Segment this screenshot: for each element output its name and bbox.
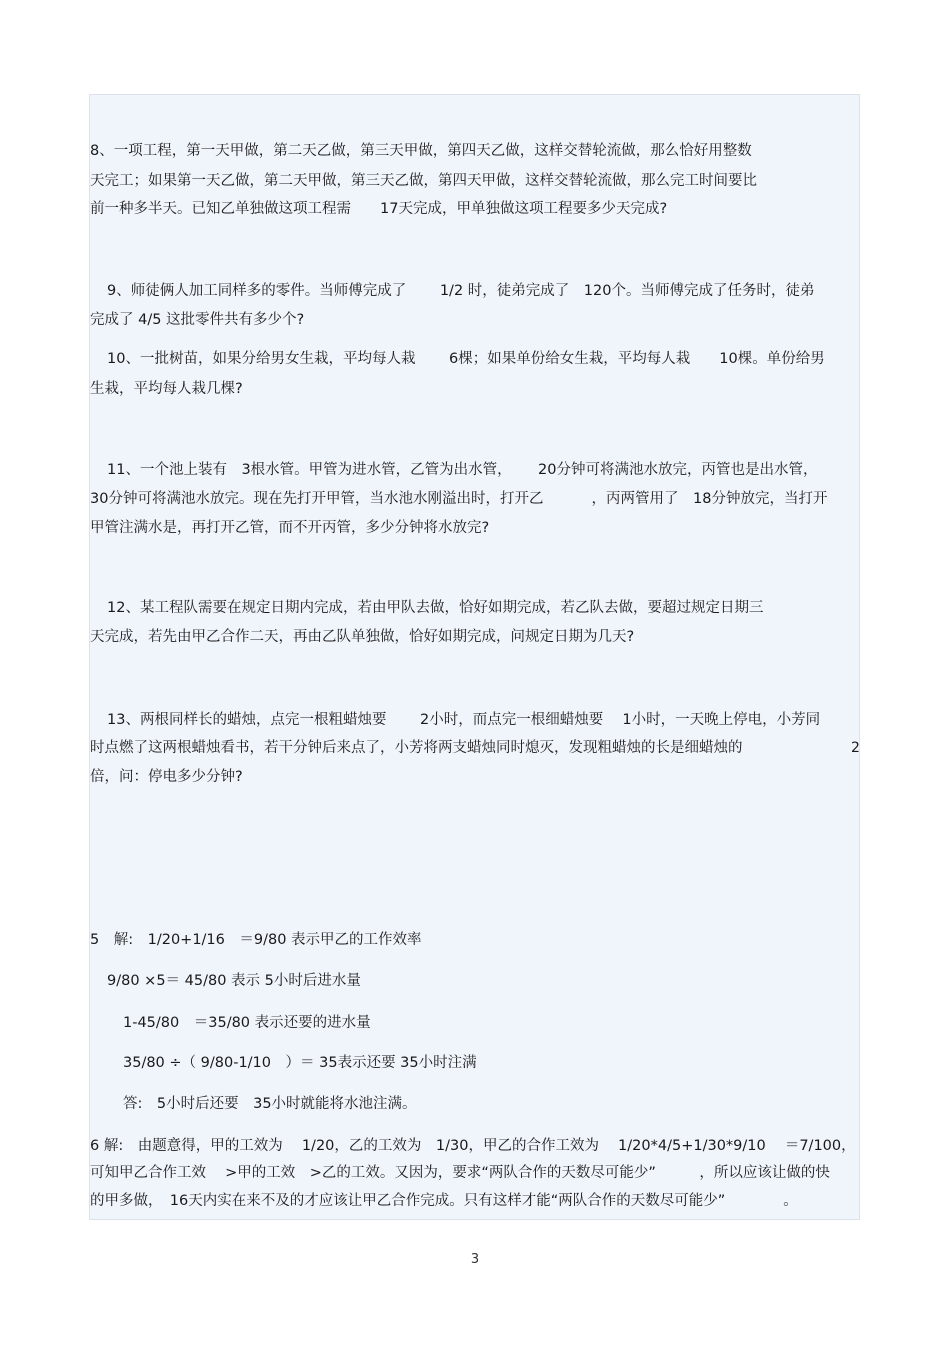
problem-9-line-1: 9、师徒俩人加工同样多的零件。当师傅完成了 1/2 时，徒弟完成了 120个。当师傅完成了任务时，徒弟: [107, 283, 815, 299]
problem-8-line-3: 前一种多半天。已知乙单独做这项工程需 17天完成，甲单独做这项工程要多少天完成?: [90, 201, 668, 217]
problem-11-line-2: 30分钟可将满池水放完。现在先打开甲管，当水池水刚溢出时，打开乙 ，丙两管用了 18分钟放完，当打开: [90, 491, 828, 507]
problem-8-line-1: 8、一项工程，第一天甲做，第二天乙做，第三天甲做，第四天乙做，这样交替轮流做，那么恰好用整数: [90, 143, 752, 159]
problem-8-line-2: 天完工；如果第一天乙做，第二天甲做，第三天乙做，第四天甲做，这样交替轮流做，那么完工时间要比: [90, 173, 757, 189]
problem-10-line-2: 生栽，平均每人栽几棵?: [90, 381, 243, 397]
solution-6-line-2: 可知甲乙合作工效 >甲的工效 >乙的工效。又因为，要求“两队合作的天数尽可能少” ，所以应该让做的快: [90, 1165, 830, 1181]
solution-5-line-2: 9/80 ×5＝ 45/80 表示 5小时后进水量: [107, 973, 361, 989]
solution-5-line-3: 1-45/80 ＝35/80 表示还要的进水量: [123, 1015, 371, 1031]
page-number: 3: [470, 1252, 480, 1267]
problem-9-line-2: 完成了 4/5 这批零件共有多少个?: [90, 312, 305, 328]
content-panel: [89, 94, 860, 1220]
problem-13-line-1: 13、两根同样长的蜡烛，点完一根粗蜡烛要 2小时，而点完一根细蜡烛要 1小时，一天晚上停电，小芳同: [107, 712, 821, 728]
solution-5-line-4: 35/80 ÷（ 9/80-1/10 ）＝ 35表示还要 35小时注满: [123, 1055, 477, 1071]
problem-13-line-2: 时点燃了这两根蜡烛看书，若干分钟后来点了，小芳将两支蜡烛同时熄灭，发现粗蜡烛的长是细蜡烛的: [90, 740, 743, 756]
problem-12-line-1: 12、某工程队需要在规定日期内完成，若由甲队去做，恰好如期完成，若乙队去做，要超过规定日期三: [107, 600, 764, 616]
problem-12-line-2: 天完成，若先由甲乙合作二天，再由乙队单独做，恰好如期完成，问规定日期为几天?: [90, 629, 635, 645]
problem-11-line-1: 11、一个池上装有 3根水管。甲管为进水管，乙管为出水管， 20分钟可将满池水放完，丙管也是出水管，: [107, 462, 818, 478]
solution-5-answer: 答: 5小时后还要 35小时就能将水池注满。: [123, 1096, 417, 1112]
problem-13-line-2-tail: 2: [851, 740, 860, 756]
problem-11-line-3: 甲管注满水是，再打开乙管，而不开丙管，多少分钟将水放完?: [90, 520, 490, 536]
solution-5-line-1: 5 解: 1/20+1/16 ＝9/80 表示甲乙的工作效率: [90, 932, 422, 948]
problem-10-line-1: 10、一批树苗，如果分给男女生栽，平均每人栽 6棵；如果单份给女生栽，平均每人栽 10棵。单份给男: [107, 351, 825, 367]
solution-6-line-3: 的甲多做， 16天内实在来不及的才应该让甲乙合作完成。只有这样才能“两队合作的天数尽可能少” 。: [90, 1193, 798, 1209]
solution-6-line-1: 6 解: 由题意得，甲的工效为 1/20，乙的工效为 1/30，甲乙的合作工效为 1/20*4/5+1/30*9/10 ＝7/100，: [90, 1138, 856, 1154]
problem-13-line-3: 倍，问：停电多少分钟?: [90, 769, 243, 785]
